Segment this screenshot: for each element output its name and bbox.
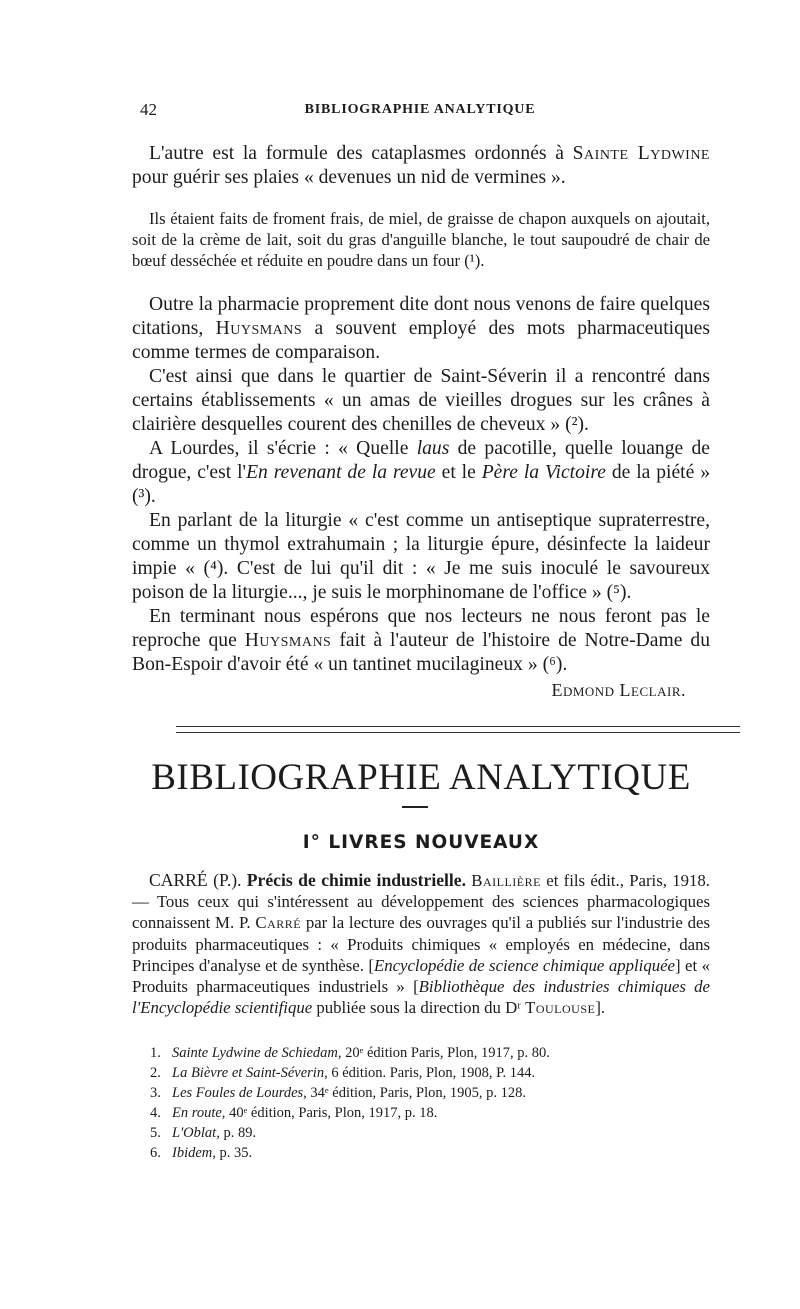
footnote-ref-2: (²). xyxy=(565,414,589,435)
divider-rule xyxy=(176,726,740,727)
footnote: 4. En route, 40ᵉ édition, Paris, Plon, 1917, p. 18. xyxy=(150,1105,438,1121)
footnote: 2. La Bièvre et Saint-Séverin, 6 édition. Paris, Plon, 1908, P. 144. xyxy=(150,1065,536,1081)
block-quote: Ils étaient faits de froment frais, de miel, de graisse de chapon auxquels on ajoutait, soit de la crème de lait, soit du gras d'anguille blanche, le tout saupoudré de chair de bœuf desséchée et réduite en poudre dans un four (¹). xyxy=(132,209,710,270)
footnote-ref-6: (⁶). xyxy=(542,654,568,675)
footnote: 1. Sainte Lydwine de Schiedam, 20ᵉ édition Paris, Plon, 1917, p. 80. xyxy=(150,1045,550,1061)
footnote-ref-1: (¹). xyxy=(464,251,485,270)
footnote-ref-5: (⁵). xyxy=(606,582,632,603)
footnotes xyxy=(150,1043,710,1163)
title-rule xyxy=(402,806,428,808)
entry-author: CARRÉ (P.). xyxy=(149,870,242,890)
footnote: 3. Les Foules de Lourdes, 34ᵉ édition, Paris, Plon, 1905, p. 128. xyxy=(150,1085,527,1101)
divider-rule xyxy=(176,732,740,733)
paragraph-5: En parlant de la liturgie « c'est comme un antiseptique supraterrestre, comme un thymol extrahumain ; la liturgie épure, désinfecte la laideur impie « (⁴). C'est de lui qu'il dit : « Je me suis inoculé le savoureux poison de la liturgie..., je suis le morphinomane de l'office » (⁵). xyxy=(132,510,710,603)
running-title: BIBLIOGRAPHIE ANALYTIQUE xyxy=(304,102,536,117)
section-title: BIBLIOGRAPHIE ANALYTIQUE xyxy=(151,757,691,798)
bibliography-entry: CARRÉ (P.). Précis de chimie industrielle. Baillière et fils édit., Paris, 1918. — Tous ceux qui s'intéressent au développement des sciences pharmacologiques connaissent M. P. Carré par la lecture des ouvrages qu'il a publiés sur l'industrie des produits pharmaceutiques : « Produits chimiques « employés en médecine, dans Principes d'analyse et de synthèse. [Encyclopédie de science chimique appliquée] et « Produits pharmaceutiques industriels » [Bibliothèque des industries chimiques de l'Encyclopédie scientifique publiée sous la direction du Dʳ Toulouse]. xyxy=(132,870,710,1018)
footnote-ref-4: (⁴). xyxy=(203,558,229,579)
article-body xyxy=(132,142,710,703)
section-subtitle: I° LIVRES NOUVEAUX xyxy=(302,832,540,853)
paragraph-6: En terminant nous espérons que nos lecteurs ne nous feront pas le reproche que Huysmans fait à l'auteur de l'histoire de Notre-Dame du Bon-Espoir d'avoir été « un tantinet mucilagineux » (⁶). xyxy=(132,606,710,675)
paragraph-2: Outre la pharmacie proprement dite dont nous venons de faire quelques citations, Huysmans a souvent employé des mots pharmaceutiques comme termes de comparaison. xyxy=(132,294,710,363)
paragraph-1: L'autre est la formule des cataplasmes ordonnés à Sainte Lydwine pour guérir ses plaies « devenues un nid de vermines ». xyxy=(132,143,710,188)
page-number: 42 xyxy=(140,100,157,119)
footnote-ref-3: (³). xyxy=(132,486,156,507)
paragraph-4: A Lourdes, il s'écrie : « Quelle laus de pacotille, quelle louange de drogue, c'est l'En revenant de la revue et le Père la Victoire de la piété » (³). xyxy=(132,438,710,507)
footnote: 6. Ibidem, p. 35. xyxy=(150,1145,253,1161)
entry-title: Précis de chimie industrielle. xyxy=(246,870,466,890)
running-header xyxy=(140,100,700,124)
paragraph-3: C'est ainsi que dans le quartier de Saint-Séverin il a rencontré dans certains établissements « un amas de vieilles drogues sur les crânes à clairière desquelles courent des chenilles de cheveux » (²). xyxy=(132,366,710,435)
footnote: 5. L'Oblat, p. 89. xyxy=(150,1125,257,1141)
author-signature: Edmond Leclair. xyxy=(551,680,686,700)
